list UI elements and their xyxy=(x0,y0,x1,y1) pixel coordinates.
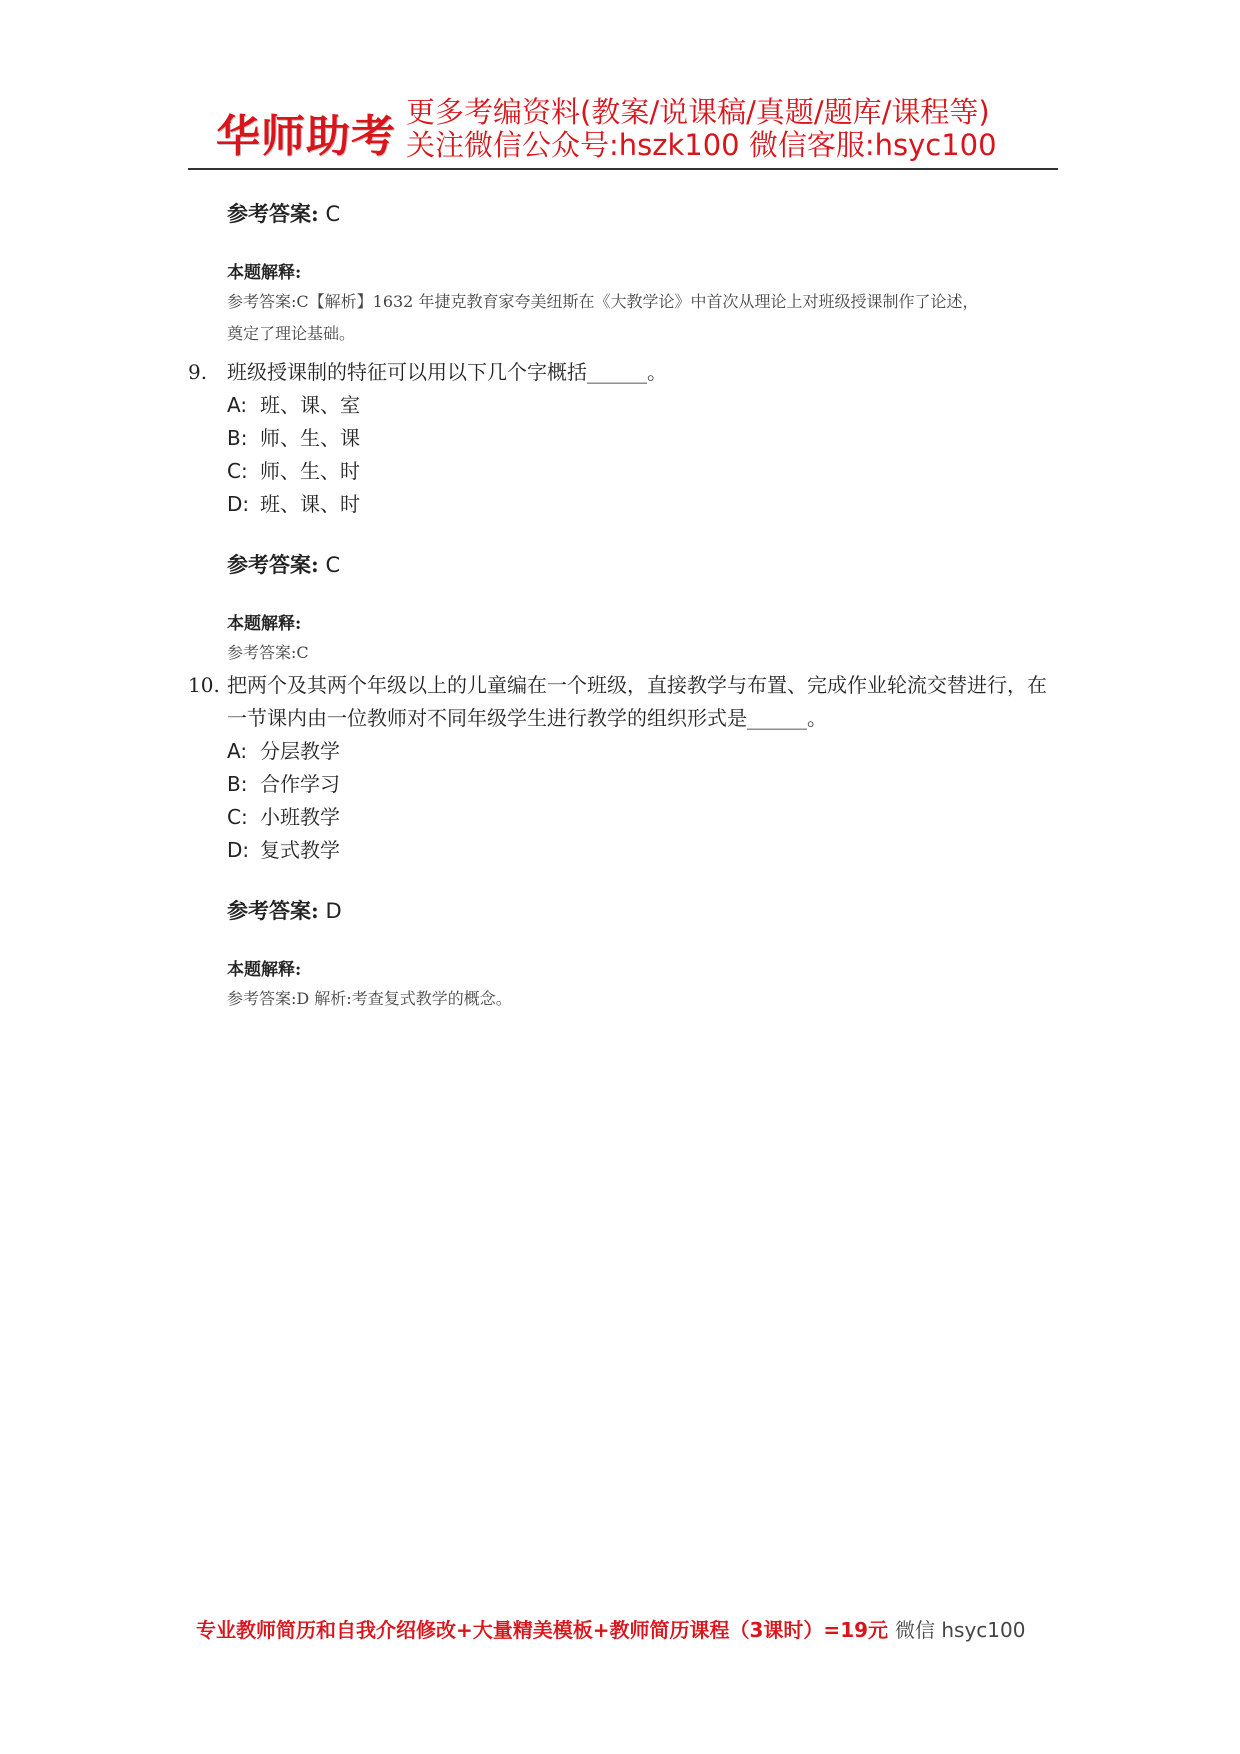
option-text: 小班教学 xyxy=(260,805,340,829)
banner-line-1: 更多考编资料(教案/说课稿/真题/题库/课程等) xyxy=(406,95,990,129)
option-c xyxy=(227,455,1058,488)
option-d xyxy=(227,488,1058,521)
option-text: 班、课、时 xyxy=(260,492,360,516)
option-key: A: xyxy=(227,393,248,417)
option-text: 师、生、时 xyxy=(260,459,360,483)
question-number: 9. xyxy=(188,360,208,384)
question-10 xyxy=(188,669,1058,735)
answer-block-10 xyxy=(188,897,1058,1015)
footer-wechat: 微信 hsyc100 xyxy=(895,1618,1026,1642)
option-key: A: xyxy=(227,739,248,763)
option-a xyxy=(227,389,1058,422)
option-text: 班、课、室 xyxy=(260,393,360,417)
answer-block-prev xyxy=(188,200,1058,350)
question-number: 10. xyxy=(188,673,220,697)
question-text: 把两个及其两个年级以上的儿童编在一个班级，直接教学与布置、完成作业轮流交替进行，在一节课内由一位教师对不同年级学生进行教学的组织形式是______。 xyxy=(227,673,1047,730)
answer-line xyxy=(227,897,1058,925)
option-d xyxy=(227,834,1058,867)
explanation-text: 参考答案:C xyxy=(227,643,309,662)
option-key: B: xyxy=(227,426,248,450)
option-key: D: xyxy=(227,492,250,516)
footer-promo-text: 专业教师简历和自我介绍修改+大量精美模板+教师简历课程（3课时）=19元 xyxy=(196,1618,889,1642)
option-key: C: xyxy=(227,805,248,829)
explanation-text: 参考答案:C【解析】1632 年捷克教育家夸美纽斯在《大教学论》中首次从理论上对班级授课制作了论述，奠定了理论基础。 xyxy=(227,292,979,343)
answer-value: C xyxy=(325,553,341,577)
option-text: 师、生、课 xyxy=(260,426,360,450)
answer-line xyxy=(227,200,1058,228)
answer-value: D xyxy=(325,899,342,923)
footer-promo xyxy=(196,1614,1025,1643)
answer-block-9 xyxy=(188,551,1058,669)
question-9 xyxy=(188,356,1058,389)
explanation-title: 本题解释: xyxy=(227,960,302,980)
option-text: 复式教学 xyxy=(260,838,340,862)
answer-label: 参考答案: xyxy=(227,552,319,577)
option-text: 合作学习 xyxy=(260,772,340,796)
option-b xyxy=(227,422,1058,455)
explanation-title: 本题解释: xyxy=(227,614,302,634)
answer-value: C xyxy=(325,202,341,226)
options-9 xyxy=(227,389,1058,521)
banner-text xyxy=(406,96,997,162)
header-banner xyxy=(188,92,1058,164)
option-key: B: xyxy=(227,772,248,796)
option-text: 分层教学 xyxy=(260,739,340,763)
answer-line xyxy=(227,551,1058,579)
header-divider xyxy=(188,168,1058,170)
question-text: 班级授课制的特征可以用以下几个字概括______。 xyxy=(227,360,667,384)
explanation-text: 参考答案:D 解析:考查复式教学的概念。 xyxy=(227,989,512,1008)
brand-logo: 华师助考 xyxy=(216,111,396,162)
option-c xyxy=(227,801,1058,834)
document-body xyxy=(188,200,1058,1015)
options-10 xyxy=(227,735,1058,867)
option-key: D: xyxy=(227,838,250,862)
banner-line-2: 关注微信公众号:hszk100 微信客服:hsyc100 xyxy=(406,128,997,162)
answer-label: 参考答案: xyxy=(227,201,319,226)
explanation-title: 本题解释: xyxy=(227,263,302,283)
answer-label: 参考答案: xyxy=(227,898,319,923)
option-key: C: xyxy=(227,459,248,483)
option-a xyxy=(227,735,1058,768)
option-b xyxy=(227,768,1058,801)
